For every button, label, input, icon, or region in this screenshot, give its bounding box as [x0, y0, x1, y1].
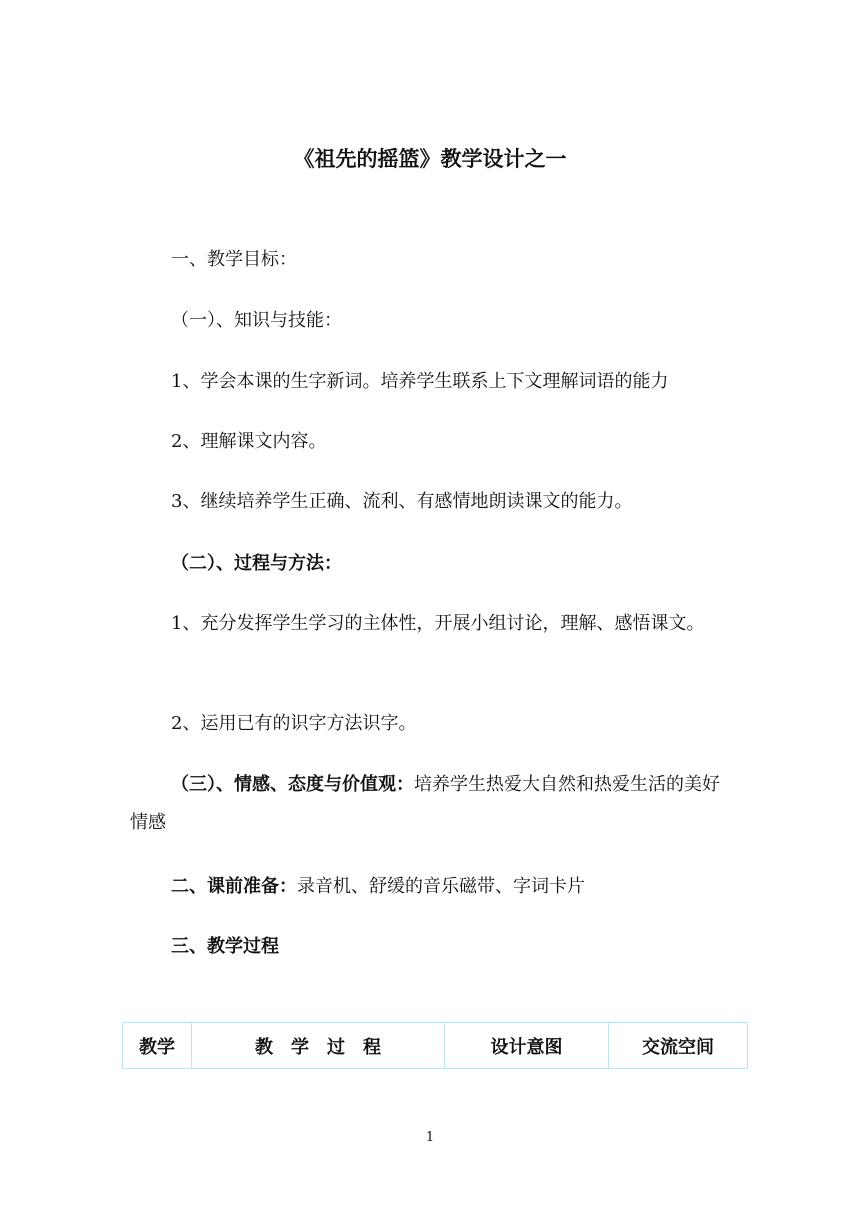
- document-title: 《祖先的摇篮》教学设计之一: [293, 147, 567, 171]
- table-header-cell: 教学: [123, 1023, 192, 1069]
- table-header-cell: 设计意图: [445, 1023, 609, 1069]
- sub2-heading: （二）、过程与方法：: [171, 553, 342, 574]
- page-number: 1: [425, 1130, 435, 1145]
- process-heading: 三、教学过程: [171, 936, 279, 957]
- prep-text: 录音机、舒缓的音乐磁带、字词卡片: [297, 876, 585, 897]
- goal-item-3: 3、继续培养学生正确、流利、有感情地朗读课文的能力。: [171, 491, 633, 512]
- prep-paragraph: [130, 868, 735, 906]
- goals-heading: 一、教学目标：: [171, 249, 297, 270]
- sub3-paragraph: [130, 766, 735, 842]
- goal-item-2: 2、理解课文内容。: [171, 431, 327, 452]
- method-item-1: 1、充分发挥学生学习的主体性，开展小组讨论，理解、感悟课文。: [171, 613, 705, 634]
- goal-item-1: 1、学会本课的生字新词。培养学生联系上下文理解词语的能力: [171, 371, 669, 392]
- process-table: [122, 1022, 748, 1069]
- table-header-cell: 交流空间: [609, 1023, 748, 1069]
- table-header-cell: 教 学 过 程: [192, 1023, 445, 1069]
- sub3-text: 培养学生热爱大自然和热爱生活的美好情感: [130, 774, 720, 833]
- sub1-heading: （一）、知识与技能：: [171, 310, 342, 331]
- prep-heading: 二、课前准备：: [171, 876, 297, 897]
- method-item-2: 2、运用已有的识字方法识字。: [171, 713, 417, 734]
- table-header-row: [123, 1023, 748, 1069]
- sub3-heading: （三）、情感、态度与价值观：: [171, 774, 414, 795]
